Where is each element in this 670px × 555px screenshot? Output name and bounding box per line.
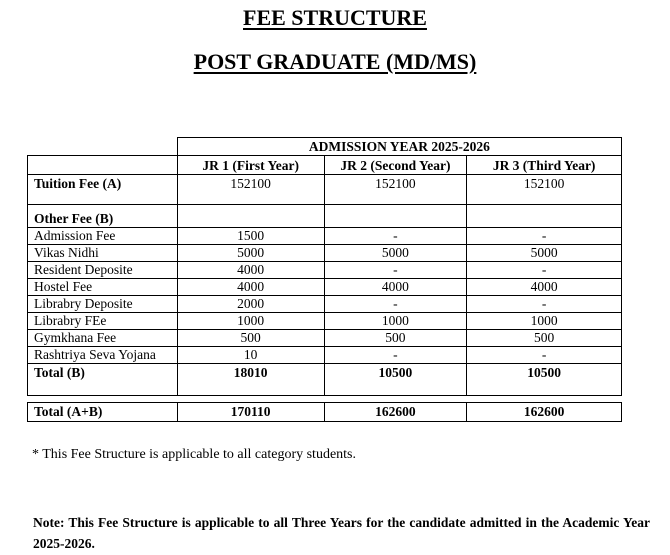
other-fee-heading-row xyxy=(28,211,622,228)
cell-value: 5000 xyxy=(467,245,622,262)
cell-value: 1000 xyxy=(177,313,324,330)
cell-value: 4000 xyxy=(467,279,622,296)
admission-year-row xyxy=(28,138,622,156)
table-row xyxy=(28,313,622,330)
cell-value: - xyxy=(467,262,622,279)
table-row xyxy=(28,279,622,296)
cell-value: - xyxy=(467,296,622,313)
page-subtitle xyxy=(0,49,670,75)
cell-value: 1500 xyxy=(177,228,324,245)
row-label: Rashtriya Seva Yojana xyxy=(28,347,178,364)
row-label: Admission Fee xyxy=(28,228,178,245)
page-title xyxy=(0,5,670,31)
tuition-row xyxy=(28,175,622,205)
row-label: Tuition Fee (A) xyxy=(28,175,178,205)
gap-row xyxy=(28,396,622,403)
cell-value: 500 xyxy=(467,330,622,347)
table-row xyxy=(28,347,622,364)
cell-value: - xyxy=(324,347,467,364)
cell-value: 4000 xyxy=(177,279,324,296)
cell-value: 18010 xyxy=(177,364,324,396)
row-label: Librabry Deposite xyxy=(28,296,178,313)
row-label: Librabry FEe xyxy=(28,313,178,330)
cell-value: 162600 xyxy=(324,403,467,422)
row-label: Resident Deposite xyxy=(28,262,178,279)
applicability-note: Note: This Fee Structure is applicable to all Three Years for the candidate admitted in the Academic Year 2025-2026. xyxy=(33,515,650,551)
table-row xyxy=(28,296,622,313)
cell-value: 162600 xyxy=(467,403,622,422)
column-header: JR 2 (Second Year) xyxy=(324,156,467,175)
cell-value: 10 xyxy=(177,347,324,364)
cell-value: - xyxy=(324,228,467,245)
cell-value: 500 xyxy=(177,330,324,347)
cell-value: 500 xyxy=(324,330,467,347)
cell-value: 1000 xyxy=(467,313,622,330)
cell-value: - xyxy=(324,262,467,279)
total-ab-row xyxy=(28,403,622,422)
cell-value: 152100 xyxy=(467,175,622,205)
cell-value: 152100 xyxy=(324,175,467,205)
cell-value: 5000 xyxy=(177,245,324,262)
corner-cell xyxy=(28,138,178,156)
row-label: Vikas Nidhi xyxy=(28,245,178,262)
footnote: * This Fee Structure is applicable to all category students. xyxy=(32,447,356,462)
cell-value: 152100 xyxy=(177,175,324,205)
table-row xyxy=(28,330,622,347)
cell-value: - xyxy=(467,228,622,245)
page-subtitle-text: POST GRADUATE (MD/MS) xyxy=(193,49,477,74)
row-label: Gymkhana Fee xyxy=(28,330,178,347)
cell-value: 4000 xyxy=(177,262,324,279)
column-header: JR 1 (First Year) xyxy=(177,156,324,175)
cell-value: - xyxy=(467,347,622,364)
cell-value: 10500 xyxy=(467,364,622,396)
table-row xyxy=(28,228,622,245)
page-title-text: FEE STRUCTURE xyxy=(243,5,427,30)
table-row xyxy=(28,262,622,279)
fee-table xyxy=(27,137,622,422)
admission-year-header: ADMISSION YEAR 2025-2026 xyxy=(177,138,621,156)
table-row xyxy=(28,245,622,262)
column-header: JR 3 (Third Year) xyxy=(467,156,622,175)
total-b-row xyxy=(28,364,622,396)
row-label: Hostel Fee xyxy=(28,279,178,296)
cell-value: - xyxy=(324,296,467,313)
header-row xyxy=(28,156,622,175)
row-label: Total (A+B) xyxy=(28,403,178,422)
cell-value: 170110 xyxy=(177,403,324,422)
cell-value: 5000 xyxy=(324,245,467,262)
section-heading: Other Fee (B) xyxy=(28,211,178,228)
cell-value: 10500 xyxy=(324,364,467,396)
header-blank-cell xyxy=(28,156,178,175)
cell-value: 2000 xyxy=(177,296,324,313)
cell-value: 4000 xyxy=(324,279,467,296)
row-label: Total (B) xyxy=(28,364,178,396)
cell-value: 1000 xyxy=(324,313,467,330)
